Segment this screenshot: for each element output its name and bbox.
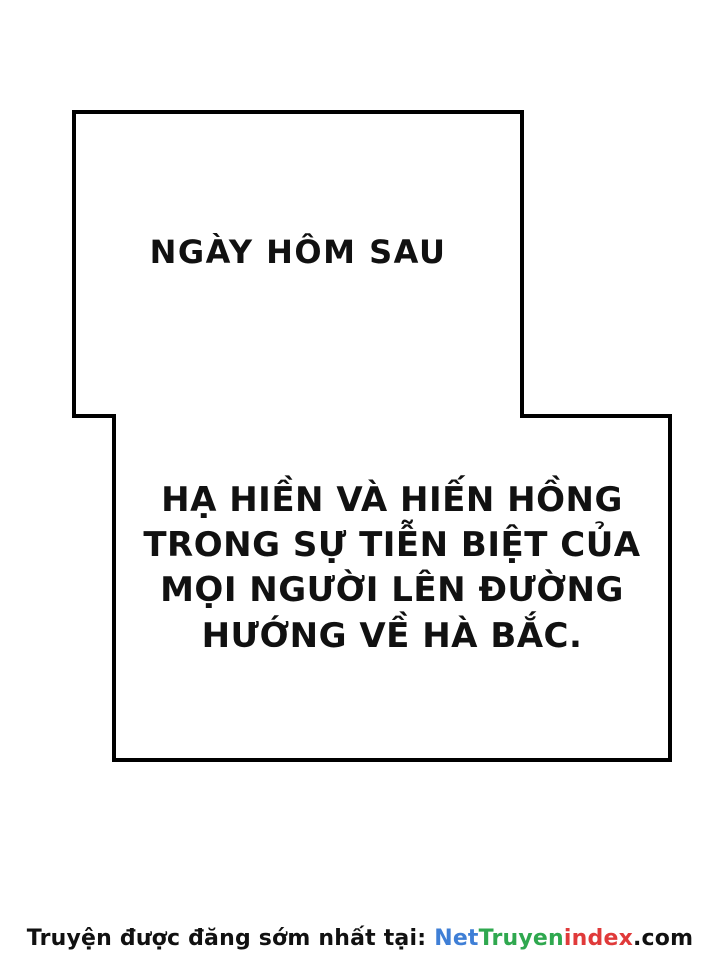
- top-caption-text: NGÀY HÔM SAU: [149, 233, 447, 271]
- bottom-caption-text: [116, 478, 668, 659]
- brand-part-com: .com: [632, 925, 694, 951]
- panel-joint-cover: [116, 410, 520, 422]
- top-caption-panel: [72, 110, 524, 418]
- bottom-caption-line-3: MỌI NGƯỜI LÊN ĐƯỜNG: [160, 570, 624, 611]
- brand-part-index: index: [563, 925, 633, 951]
- bottom-caption-panel: [112, 414, 672, 762]
- bottom-caption-line-1: HẠ HIỀN VÀ HIẾN HỒNG: [161, 480, 623, 520]
- brand-part-net: Net: [434, 925, 479, 951]
- footer-brand: [434, 926, 693, 951]
- footer-watermark: [0, 918, 720, 958]
- brand-part-truyen: Truyen: [478, 925, 564, 951]
- bottom-caption-line-2: TRONG SỰ TIỄN BIỆT CỦA: [143, 525, 641, 566]
- footer-lead-text: Truyện được đăng sớm nhất tại:: [26, 925, 427, 951]
- panel-joint-edge: [72, 414, 116, 418]
- bottom-caption-line-4: HƯỚNG VỀ HÀ BẮC.: [201, 615, 583, 656]
